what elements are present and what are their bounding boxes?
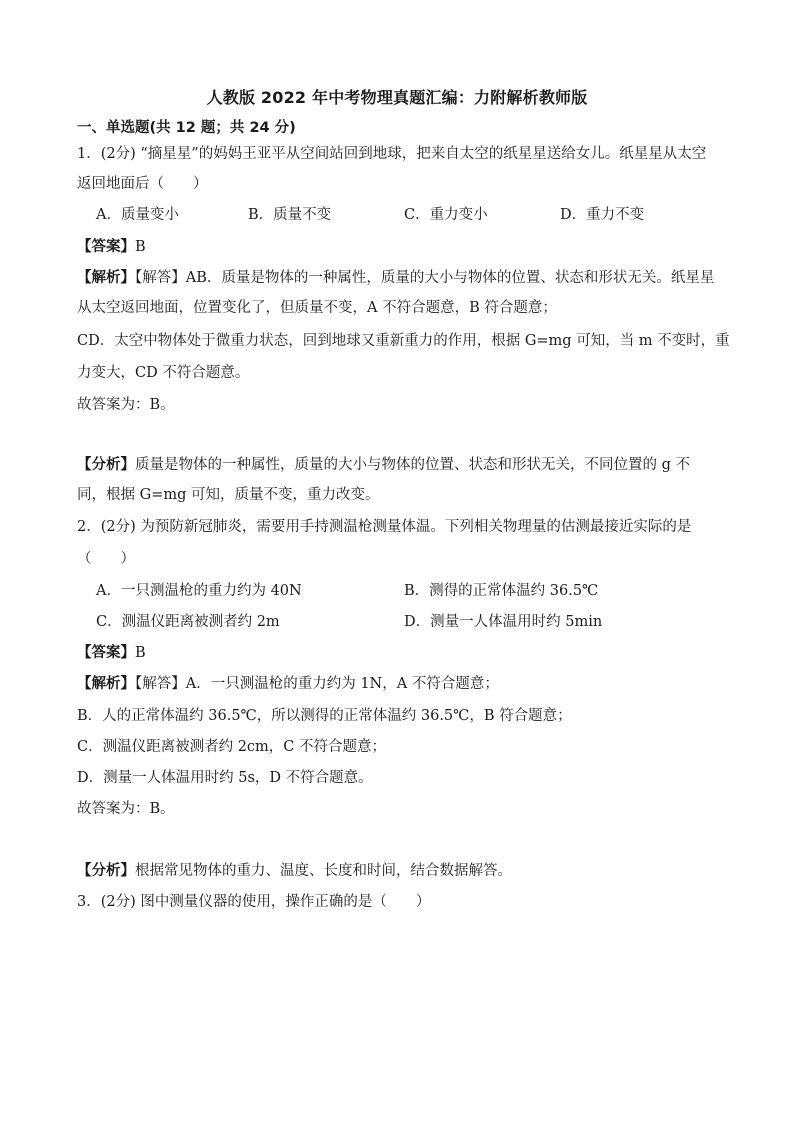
q2-answer	[77, 643, 146, 663]
q2-stem-line-2: （ ）	[77, 551, 135, 567]
q1-stem-line-2: 返回地面后（ ）	[77, 176, 208, 192]
answer-tag: 【答案】	[77, 645, 135, 661]
q1-answer-value: B	[135, 239, 146, 255]
fenxi-tag: 【分析】	[77, 863, 135, 879]
q1-answer	[77, 237, 146, 257]
q1-analysis-line-2: 从太空返回地面，位置变化了，但质量不变，A 不符合题意，B 符合题意；	[77, 300, 557, 316]
q1-fenxi-line-2: 同，根据 G=mg 可知，质量不变，重力改变。	[77, 487, 380, 503]
q2-analysis-line-4: D．测量一人体温用时约 5s，D 不符合题意。	[77, 770, 373, 786]
q2-fenxi-line-1	[77, 861, 512, 881]
q1-option-b: B．质量不变	[248, 207, 332, 223]
q2-stem-line-1: 2．(2分) 为预防新冠肺炎，需要用手持测温枪测量体温。下列相关物理量的估测最接近实际的是	[77, 519, 692, 535]
q2-analysis-line-2: B．人的正常体温约 36.5℃，所以测得的正常体温约 36.5℃，B 符合题意；	[77, 708, 572, 724]
q2-analysis-line-1	[77, 674, 499, 694]
q1-fenxi-line-1	[77, 455, 690, 475]
analysis-tag: 【解析】	[77, 676, 135, 692]
q1-option-c: C．重力变小	[404, 207, 488, 223]
q2-option-c: C．测温仪距离被测者约 2m	[96, 614, 280, 630]
q2-option-d: D．测量一人体温用时约 5min	[404, 614, 603, 630]
q2-option-a: A．一只测温枪的重力约为 40N	[96, 583, 302, 599]
fenxi-tag: 【分析】	[77, 457, 135, 473]
q2-analysis-text-1: 【解答】A．一只测温枪的重力约为 1N，A 不符合题意；	[135, 676, 499, 692]
q1-analysis-text-1: 【解答】AB．质量是物体的一种属性，质量的大小与物体的位置、状态和形状无关。纸星星	[135, 270, 715, 286]
q3-stem-line-1: 3．(2分) 图中测量仪器的使用，操作正确的是（ ）	[77, 894, 431, 910]
answer-tag: 【答案】	[77, 239, 135, 255]
q2-analysis-line-3: C．测温仪距离被测者约 2cm，C 不符合题意；	[77, 739, 387, 755]
q1-analysis-line-1	[77, 268, 714, 288]
q1-analysis-line-4: 力变大，CD 不符合题意。	[77, 365, 250, 381]
analysis-tag: 【解析】	[77, 270, 135, 286]
q1-option-a: A．质量变小	[96, 207, 179, 223]
document-title: 人教版 2022 年中考物理真题汇编：力附解析教师版	[206, 88, 588, 107]
q1-fenxi-text-1: 质量是物体的一种属性，质量的大小与物体的位置、状态和形状无关，不同位置的 g 不	[135, 457, 690, 473]
section-heading: 一、单选题(共 12 题；共 24 分)	[77, 120, 296, 136]
q2-fenxi-text-1: 根据常见物体的重力、温度、长度和时间，结合数据解答。	[135, 863, 512, 879]
q1-option-d: D．重力不变	[560, 207, 645, 223]
q1-stem-line-1: 1．(2分) “摘星星”的妈妈王亚平从空间站回到地球，把来自太空的纸星星送给女儿。纸星星从太空	[77, 146, 707, 162]
q2-answer-value: B	[135, 645, 146, 661]
q1-analysis-line-3: CD．太空中物体处于微重力状态，回到地球又重新重力的作用，根据 G=mg 可知，当 m 不变时，重	[77, 333, 730, 349]
q2-conclusion: 故答案为：B。	[77, 801, 175, 817]
q2-option-b: B．测得的正常体温约 36.5℃	[404, 583, 599, 599]
q1-conclusion: 故答案为：B。	[77, 397, 175, 413]
